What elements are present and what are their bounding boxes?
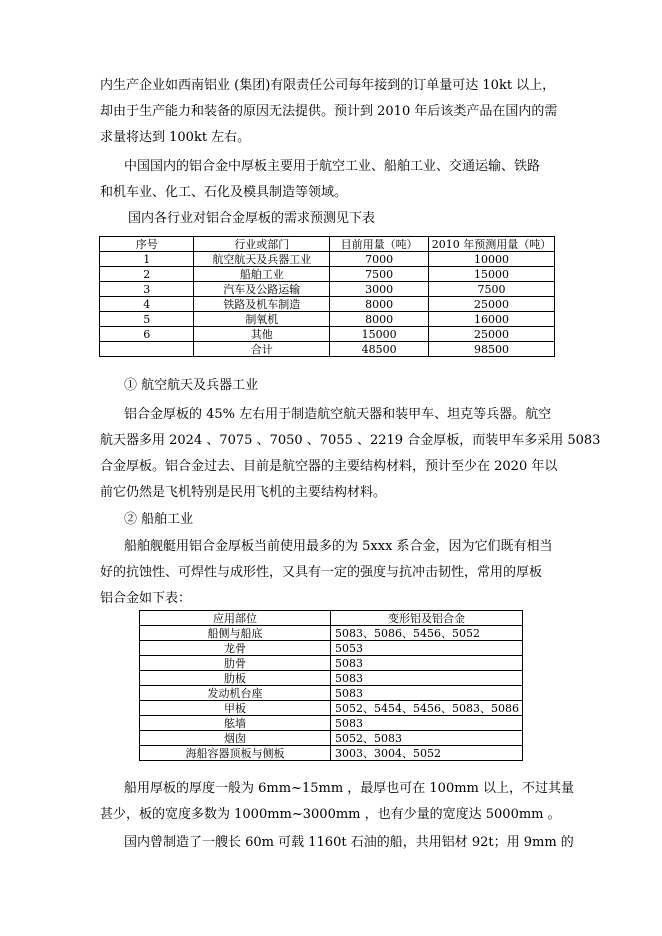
header-cell: 目前用量（吨） (330, 237, 429, 252)
table-cell: 肋板 (140, 671, 331, 686)
table-cell: 15000 (429, 267, 555, 282)
section-heading: ① 航空航天及兵器工业 (124, 378, 259, 393)
table-cell: 制氧机 (194, 312, 330, 327)
table-cell: 48500 (330, 342, 429, 357)
paragraph-line: 合金厚板。铝合金过去、目前是航空器的主要结构材料，预计至少在 2020 年以 (100, 459, 558, 474)
table-total-row (100, 342, 555, 357)
table-row (100, 312, 555, 327)
table-row (100, 327, 555, 342)
paragraph-line: 和机车业、化工、石化及模具制造等领域。 (100, 185, 348, 200)
header-cell: 序号 (100, 237, 194, 252)
table-cell: 海船容器顶板与侧板 (140, 746, 331, 761)
paragraph-line: 船用厚板的厚度一般为 6mm~15mm ，最厚也可在 100mm 以上，不过其量 (124, 781, 575, 796)
paragraph-line: 却由于生产能力和装备的原因无法提供。预计到 2010 年后该类产品在国内的需 (100, 104, 558, 119)
table-cell: 6 (100, 327, 194, 342)
paragraph-line: 船舶舰艇用铝合金厚板当前使用最多的为 5xxx 系合金，因为它们既有相当 (124, 539, 553, 554)
paragraph-line: 前它仍然是飞机特别是民用飞机的主要结构材料。 (100, 485, 387, 500)
header-cell: 变形铝及铝合金 (331, 611, 523, 626)
paragraph-line: 铝合金如下表： (100, 591, 192, 606)
table-cell: 合计 (194, 342, 330, 357)
table-cell: 船侧与船底 (140, 626, 331, 641)
table-row (140, 701, 523, 716)
table-row (140, 641, 523, 656)
header-cell: 2010 年预测用量（吨） (429, 237, 555, 252)
table-cell: 5083 (331, 716, 523, 731)
table-caption: 国内各行业对铝合金厚板的需求预测见下表 (128, 211, 376, 226)
table-cell: 25000 (429, 327, 555, 342)
table-cell: 5083 (331, 686, 523, 701)
table-cell (100, 342, 194, 357)
paragraph-line: 航天器多用 2024 、7075 、7050 、7055 、2219 合金厚板，而装甲车多采用 5083 (100, 433, 601, 448)
table-row (140, 671, 523, 686)
table-cell: 98500 (429, 342, 555, 357)
paragraph-line: 国内曾制造了一艘长 60m 可载 1160t 石油的船，共用铝材 92t；用 9mm 的 (124, 835, 574, 850)
table-cell: 1 (100, 252, 194, 267)
table-cell: 25000 (429, 297, 555, 312)
table-cell: 7500 (330, 267, 429, 282)
paragraph-line: 好的抗蚀性、可焊性与成形性，又具有一定的强度与抗冲击韧性，常用的厚板 (100, 565, 543, 580)
table-cell: 2 (100, 267, 194, 282)
table-row (140, 716, 523, 731)
table-cell: 航空航天及兵器工业 (194, 252, 330, 267)
table-cell: 5052、5454、5456、5083、5086 (331, 701, 523, 716)
table-cell: 汽车及公路运输 (194, 282, 330, 297)
table-cell: 5052、5083 (331, 731, 523, 746)
table-header-row (100, 237, 555, 252)
header-cell: 应用部位 (140, 611, 331, 626)
table-cell: 3003、3004、5052 (331, 746, 523, 761)
table-cell: 10000 (429, 252, 555, 267)
table-cell: 发动机台座 (140, 686, 331, 701)
table-cell: 肋骨 (140, 656, 331, 671)
paragraph-line: 中国国内的铝合金中厚板主要用于航空工业、船舶工业、交通运输、铁路 (124, 159, 541, 174)
table-row (140, 686, 523, 701)
table-cell: 5083 (331, 671, 523, 686)
table-cell: 甲板 (140, 701, 331, 716)
table-cell: 其他 (194, 327, 330, 342)
table-cell: 3000 (330, 282, 429, 297)
table-row (100, 297, 555, 312)
table-row (100, 282, 555, 297)
table-row (140, 626, 523, 641)
table-header-row (140, 611, 523, 626)
table-cell: 龙骨 (140, 641, 331, 656)
table-cell: 7000 (330, 252, 429, 267)
table-cell: 5 (100, 312, 194, 327)
table-row (140, 731, 523, 746)
table-cell: 15000 (330, 327, 429, 342)
header-cell: 行业或部门 (194, 237, 330, 252)
table-row (100, 252, 555, 267)
paragraph-line: 甚少，板的宽度多数为 1000mm~3000mm ，也有少量的宽度达 5000mm 。 (100, 807, 561, 822)
paragraph-line: 铝合金厚板的 45% 左右用于制造航空航天器和装甲车、坦克等兵器。航空 (124, 407, 552, 422)
table-cell: 8000 (330, 312, 429, 327)
demand-forecast-table (99, 236, 555, 357)
section-heading: ② 船舶工业 (124, 512, 194, 527)
table-cell: 烟囱 (140, 731, 331, 746)
table-cell: 铁路及机车制造 (194, 297, 330, 312)
table-cell: 16000 (429, 312, 555, 327)
table-cell: 5053 (331, 641, 523, 656)
table-cell: 舷墙 (140, 716, 331, 731)
table-cell: 5083 (331, 656, 523, 671)
paragraph-line: 求量将达到 100kt 左右。 (100, 130, 251, 145)
ship-alloy-table (139, 610, 523, 761)
table-row (140, 746, 523, 761)
table-row (140, 656, 523, 671)
table-cell: 7500 (429, 282, 555, 297)
paragraph-line: 内生产企业如西南铝业 (集团)有限责任公司每年接到的订单量可达 10kt 以上， (100, 78, 556, 93)
table-cell: 船舶工业 (194, 267, 330, 282)
table-cell: 3 (100, 282, 194, 297)
table-cell: 5083、5086、5456、5052 (331, 626, 523, 641)
table-row (100, 267, 555, 282)
table-cell: 4 (100, 297, 194, 312)
table-cell: 8000 (330, 297, 429, 312)
